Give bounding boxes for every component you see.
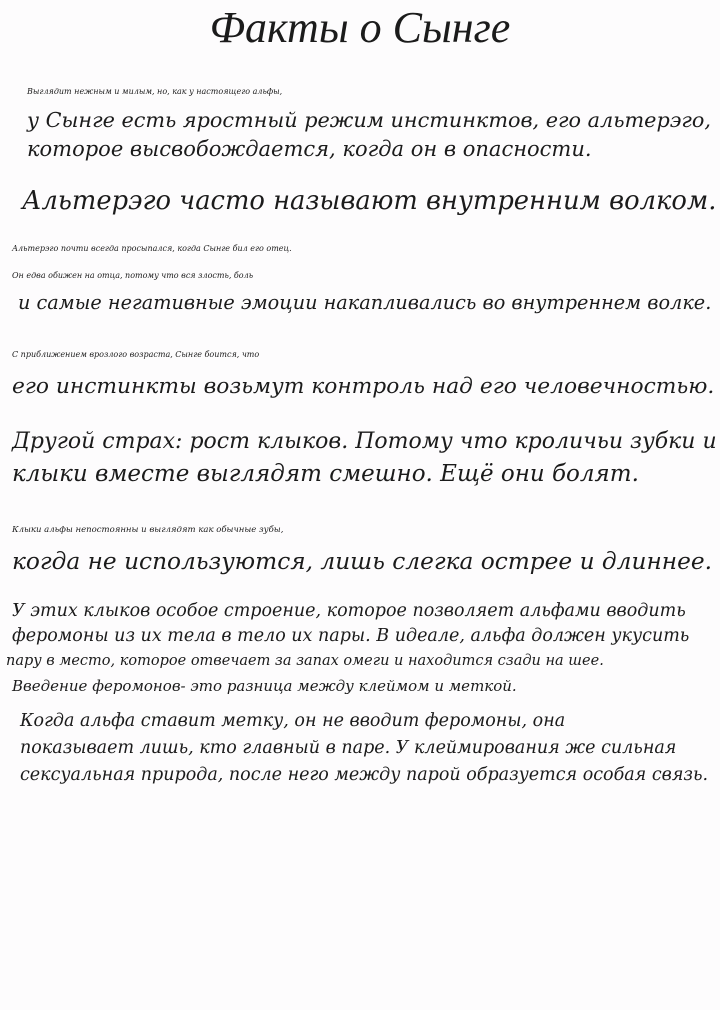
paragraph-line: Он едва обижен на отца, потому что вся злость, боль (12, 271, 254, 280)
paragraph-line: показывает лишь, кто главный в паре. У клеймирования же сильная (20, 738, 677, 758)
paragraph-line: его инстинкты возьмут контроль над его человечностью. (12, 374, 715, 399)
page-title: Факты о Сынге (209, 3, 511, 52)
paragraph-line: Выглядит нежным и милым, но, как у настоящего альфы, (27, 87, 283, 96)
paragraph-line: У этих клыков особое строение, которое позволяет альфами вводить (12, 601, 686, 621)
paragraph-3 (12, 235, 711, 316)
paragraph-line: Альтерэго часто называют внутренним волком. (22, 186, 717, 216)
paragraph-8 (20, 708, 708, 789)
paragraph-line: которое высвобождается, когда он в опасности. (27, 137, 592, 161)
paragraph-line: клыки вместе выглядят смешно. Ещё они болят. (12, 461, 639, 487)
paragraph-line: и самые негативные эмоции накапливались во внутреннем волке. (18, 291, 712, 314)
paragraph-line: С приближением врозлого возраста, Сынге боится, что (12, 350, 260, 359)
paragraph-2 (22, 183, 716, 219)
paragraph-line: Альтерэго почти всегда просыпался, когда Сынге бил его отец. (12, 244, 292, 253)
paragraph-line: Введение феромонов- это разница между клеймом и меткой. (12, 677, 517, 695)
paragraph-line: Другой страх: рост клыков. Потому что кроличьи зубки и (12, 429, 717, 454)
paragraph-line: у Сынге есть яростный режим инстинктов, его альтерэго, (27, 108, 711, 132)
paragraph-line: сексуальная природа, после него между парой образуется особая связь. (20, 765, 709, 785)
paragraph-4 (12, 339, 714, 403)
paragraph-line: Когда альфа ставит метку, он не вводит феромоны, она (20, 711, 566, 731)
paragraph-7 (6, 599, 690, 699)
paragraph-1 (27, 77, 711, 164)
paragraph-5 (12, 426, 717, 490)
paragraph-line: феромоны из их тела в тело их пары. В идеале, альфа должен укусить (12, 626, 690, 646)
paragraph-line: пару в место, которое отвечает за запах омеги и находится сзади на шее. (6, 653, 604, 669)
paragraph-line: Клыки альфы непостоянны и выглядят как обычные зубы, (12, 525, 284, 535)
paragraph-6 (12, 514, 712, 578)
paragraph-line: когда не используются, лишь слегка острее и длиннее. (12, 548, 712, 575)
